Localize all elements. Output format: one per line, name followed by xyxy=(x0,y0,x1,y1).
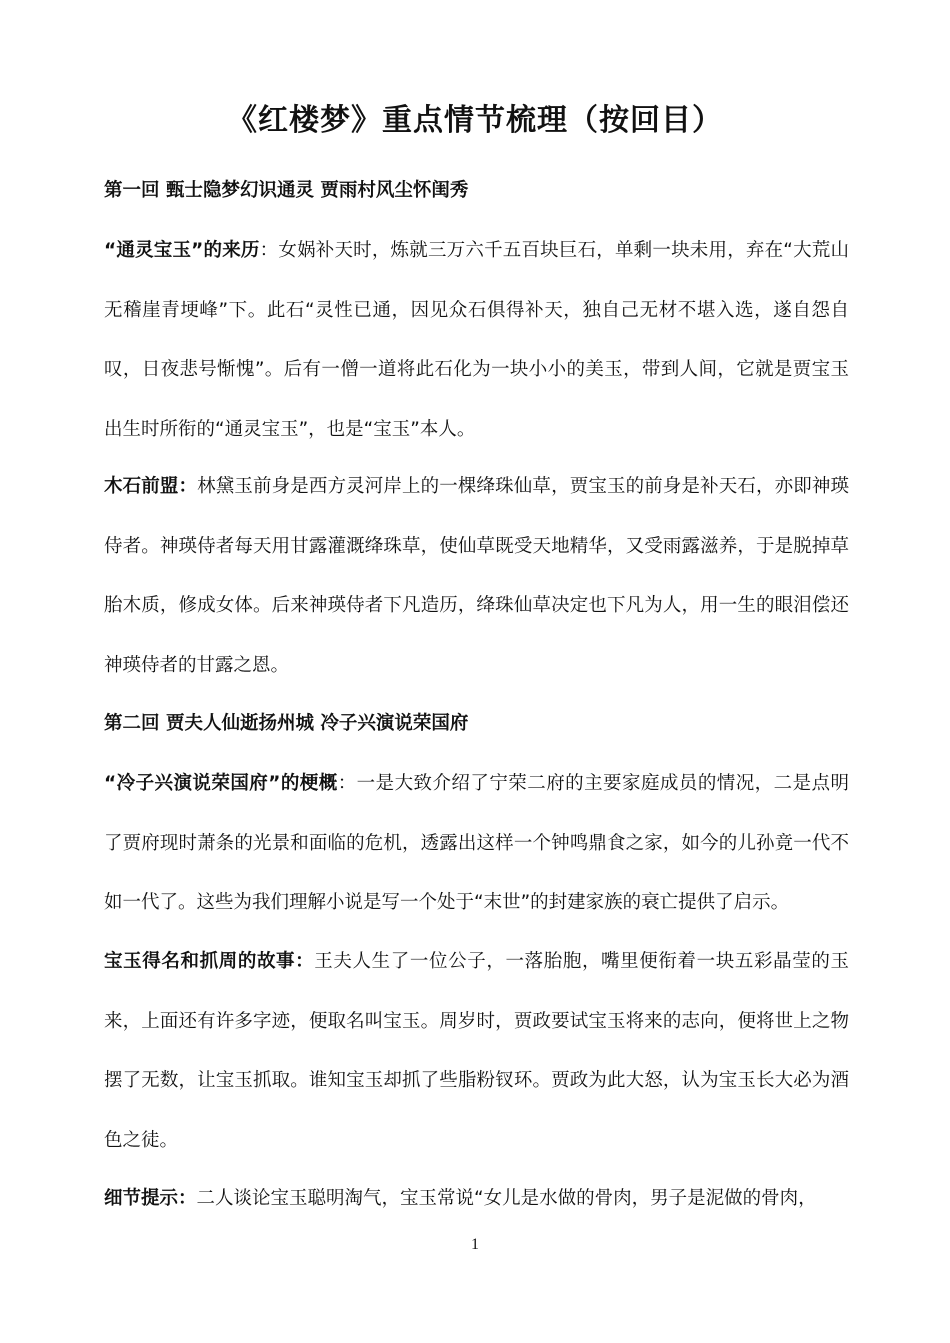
chapter-heading-2: 第二回 贾夫人仙逝扬州城 冷子兴演说荣国府 xyxy=(104,713,469,734)
chapter-heading-1: 第一回 甄士隐梦幻识通灵 贾雨村风尘怀闺秀 xyxy=(104,180,469,201)
paragraph-label: 木石前盟： xyxy=(104,476,198,497)
paragraph-label: 宝玉得名和抓周的故事： xyxy=(104,951,315,972)
paragraph-mushi-qianmeng xyxy=(104,457,849,695)
paragraph-label: “冷子兴演说荣国府”的梗概 xyxy=(104,773,338,794)
paragraph-lengzixing-yanshuo xyxy=(104,754,849,933)
paragraph-text: 林黛玉前身是西方灵河岸上的一棵绛珠仙草，贾宝玉的前身是补天石，亦即神瑛侍者。神瑛侍者每天用甘露灌溉绛珠草，使仙草既受天地精华，又受雨露滋养，于是脱掉草胎木质，修成女体。后来神瑛侍者下凡造历，绛珠仙草决定也下凡为人，用一生的眼泪偿还神瑛侍者的甘露之恩。 xyxy=(104,476,849,676)
page-title: 《红楼梦》重点情节梳理（按回目） xyxy=(227,103,723,138)
paragraph-text: 二人谈论宝玉聪明淘气，宝玉常说“女儿是水做的骨肉，男子是泥做的骨肉， xyxy=(196,1188,817,1209)
paragraph-text: ：女娲补天时，炼就三万六千五百块巨石，单剩一块未用，弃在“大荒山无稽崖青埂峰”下。此石“灵性已通，因见众石俱得补天，独自己无材不堪入选，遂自怨自叹，日夜悲号惭愧”。后有一僧一道将此石化为一块小小的美玉，带到人间，它就是贾宝玉出生时所衔的“通灵宝玉”，也是“宝玉”本人。 xyxy=(104,240,849,440)
page-number: 1 xyxy=(471,1236,479,1253)
paragraph-baoyu-deming xyxy=(104,932,849,1170)
paragraph-label: “通灵宝玉”的来历 xyxy=(104,240,260,261)
paragraph-xijie-tishi xyxy=(104,1169,849,1229)
paragraph-tongling-baoyu xyxy=(104,221,849,459)
paragraph-text: 王夫人生了一位公子，一落胎胞，嘴里便衔着一块五彩晶莹的玉来，上面还有许多字迹，便取名叫宝玉。周岁时，贾政要试宝玉将来的志向，便将世上之物摆了无数，让宝玉抓取。谁知宝玉却抓了些脂粉钗环。贾政为此大怒，认为宝玉长大必为酒色之徒。 xyxy=(104,951,849,1151)
paragraph-label: 细节提示： xyxy=(104,1188,197,1209)
paragraph-text: ：一是大致介绍了宁荣二府的主要家庭成员的情况，二是点明了贾府现时萧条的光景和面临的危机，透露出这样一个钟鸣鼎食之家，如今的儿孙竟一代不如一代了。这些为我们理解小说是写一个处于“末世”的封建家族的衰亡提供了启示。 xyxy=(104,773,849,913)
